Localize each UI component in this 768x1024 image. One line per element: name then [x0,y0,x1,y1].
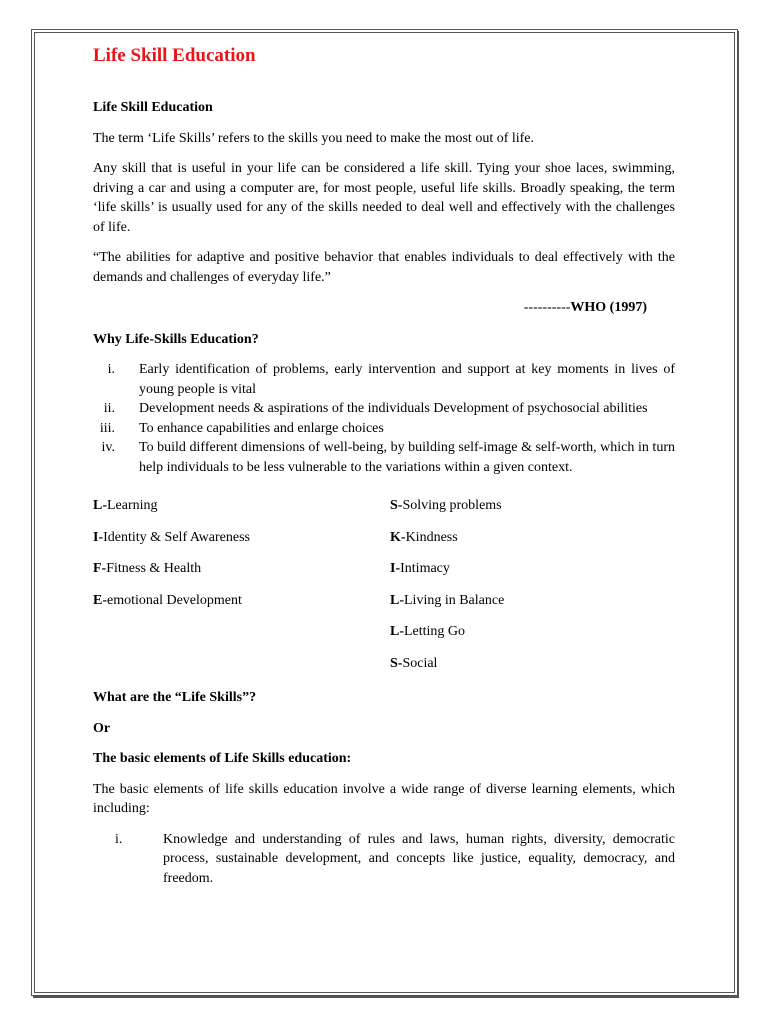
acronym-item: I-Intimacy [390,561,450,577]
quote-dashes: ---------- [523,300,571,315]
acronym-item: S-Social [390,655,438,671]
document-title: Life Skill Education [93,45,256,66]
what-heading: What are the “Life Skills”? [93,690,257,705]
definition-paragraph: Any skill that is useful in your life can be considered a life skill. Tying your shoe laces, swimming, driving a car and using a computer are, for most people, useful life skills. Broadly speaking, the term ‘life skills’ is usually used for any of the skills needed to deal well and effectively with the challenges of life. [93,161,675,235]
life-skills-acronym-grid [93,496,675,686]
why-heading: Why Life-Skills Education? [93,331,259,347]
list-item: iii. To enhance capabilities and enlarge choices [99,420,384,436]
acronym-item: K-Kindness [390,529,458,545]
acronym-column-left [93,496,250,622]
acronym-item: L-Learning [93,498,158,513]
acronym-item: L-Living in Balance [390,592,505,608]
list-item: ii. Development needs & aspirations of the individuals Development of psychosocial abilities [103,401,648,416]
acronym-item: F-Fitness & Health [93,561,202,577]
acronym-column-right [390,496,504,686]
page-border-shadow-bottom [33,996,739,998]
acronym-item: I-Identity & Self Awareness [93,529,250,545]
acronym-item: E-emotional Development [93,592,242,608]
list-item: iv. To build different dimensions of well-being, by building self-image & self-worth, which in turn help individuals to be less vulnerable to the variations within a given context. [101,440,675,475]
list-item: i. Knowledge and understanding of rules and laws, human rights, diversity, democratic process, sustainable development, and concepts like justice, equality, democracy, and freedom. [115,831,675,886]
document-body [93,44,675,888]
who-quote: “The abilities for adaptive and positive behavior that enables individuals to deal effectively with the demands and challenges of everyday life.” [93,250,675,285]
or-heading: Or [93,720,111,736]
section-heading: Life Skill Education [93,100,213,115]
basic-elements-paragraph: The basic elements of life skills education involve a wide range of diverse learning elements, which including: [93,781,675,816]
basic-elements-heading: The basic elements of Life Skills education: [93,751,352,766]
intro-paragraph: The term ‘Life Skills’ refers to the skills you need to make the most out of life. [93,130,535,146]
list-item: i. Early identification of problems, early intervention and support at key moments in lives of young people is vital [107,362,675,397]
quote-attribution [93,298,675,318]
why-list [93,360,675,477]
page-border-shadow-right [737,31,739,998]
acronym-item: S-Solving problems [390,498,502,513]
basic-elements-list [93,830,675,889]
quote-source: WHO (1997) [570,300,647,315]
acronym-item: L-Letting Go [390,624,466,640]
